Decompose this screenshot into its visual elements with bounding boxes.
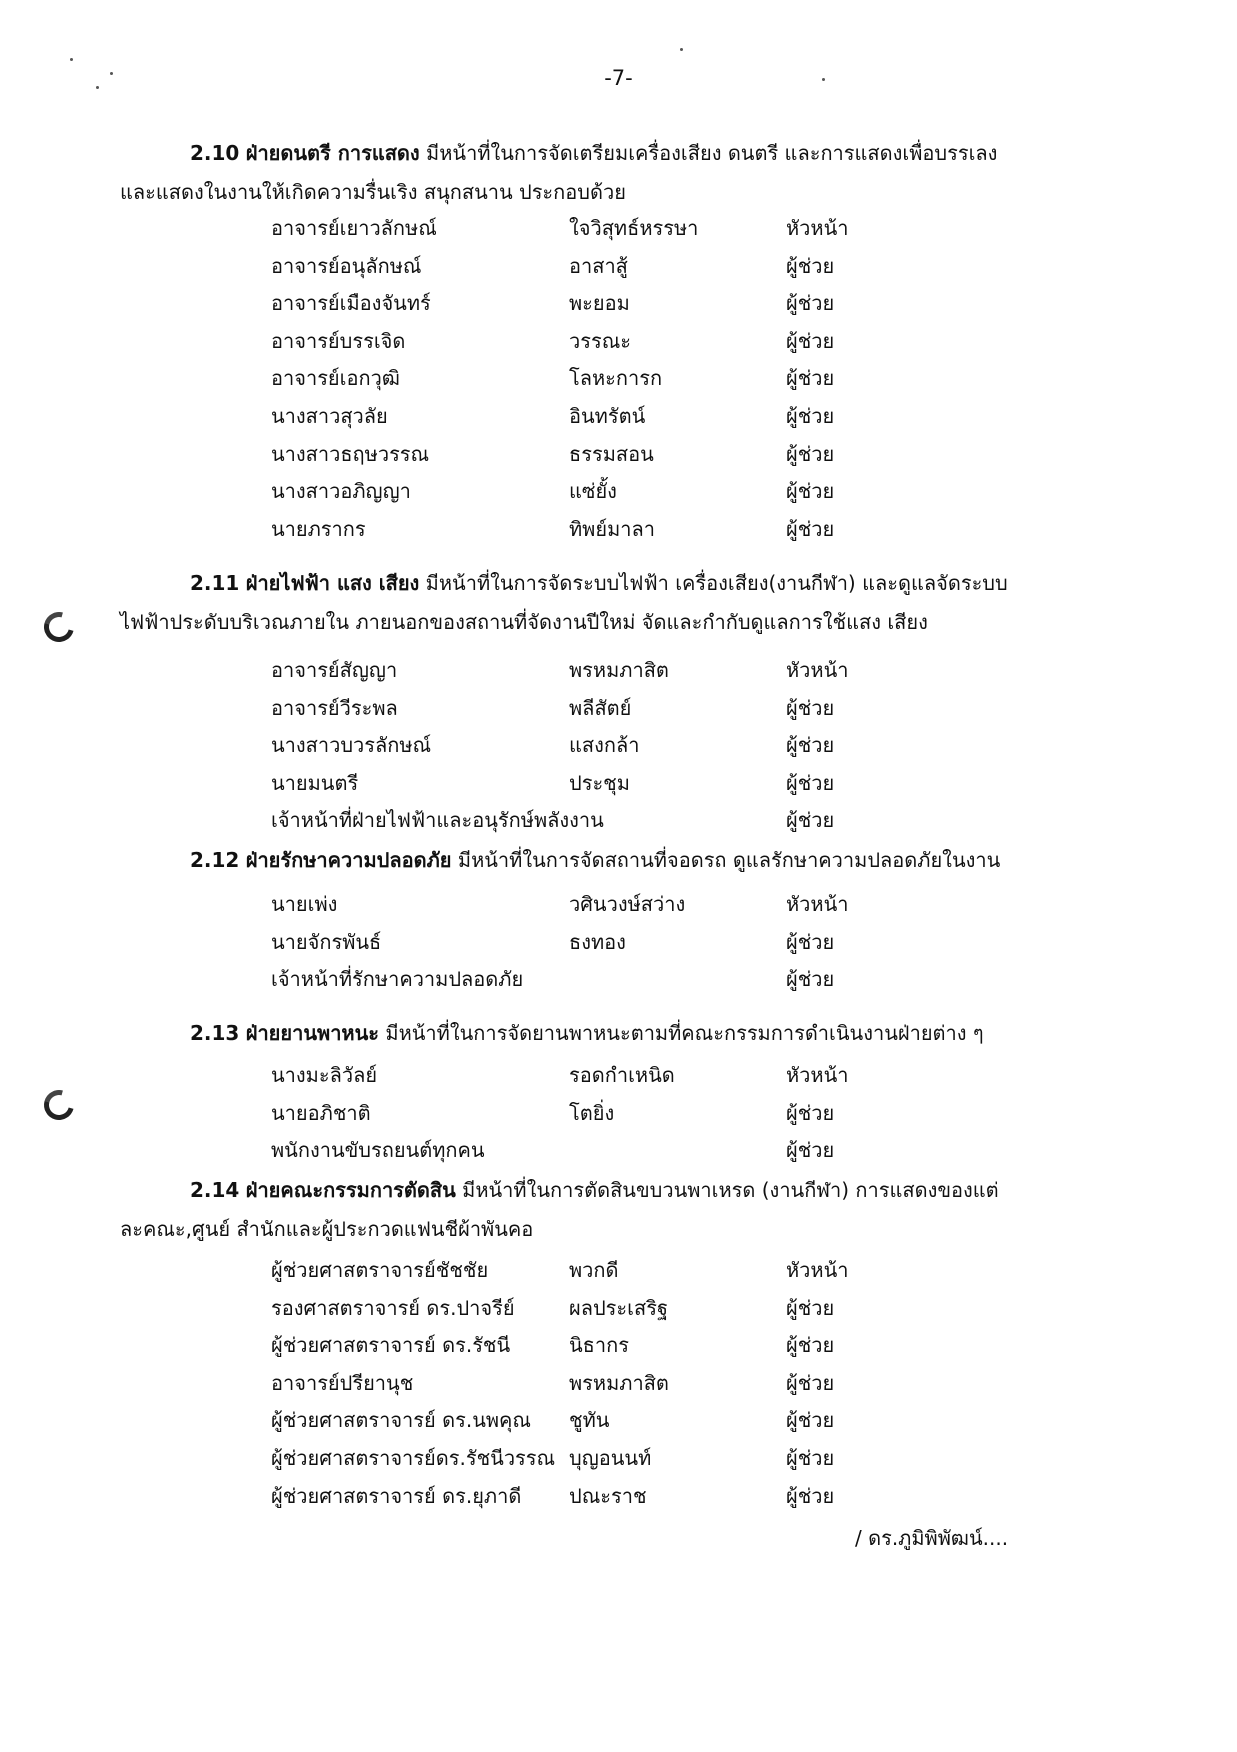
- member-surname: พรหมภาสิต: [569, 1370, 669, 1395]
- member-role: ผู้ช่วย: [786, 1408, 835, 1433]
- section-description: มีหน้าที่ในการจัดระบบไฟฟ้า เครื่องเสียง(งานกีฬา) และดูแลจัดระบบ: [419, 571, 1008, 595]
- section-title: ฝ่ายยานพาหนะ: [245, 1021, 380, 1045]
- section-number: 2.10: [190, 141, 240, 165]
- member-surname: บุญอนนท์: [569, 1446, 652, 1470]
- member-name: อาจารย์บรรเจิด: [271, 328, 406, 353]
- member-name: นายเพ่ง: [271, 892, 338, 916]
- member-name: นางสาวบวรลักษณ์: [271, 733, 432, 758]
- section-heading-line: [120, 564, 1070, 603]
- member-role: ผู้ช่วย: [786, 695, 835, 720]
- member-name: อาจารย์อนุลักษณ์: [271, 253, 422, 278]
- section-number: 2.11: [190, 571, 240, 595]
- member-name: นางมะลิวัลย์: [271, 1063, 378, 1087]
- punch-hole-icon: [39, 607, 80, 648]
- member-role: ผู้ช่วย: [786, 733, 835, 758]
- section-description: มีหน้าที่ในการจัดยานพาหนะตามที่คณะกรรมการดำเนินงานฝ่ายต่าง ๆ: [379, 1021, 984, 1045]
- member-name: เจ้าหน้าที่รักษาความปลอดภัย: [271, 967, 524, 992]
- member-name: นางสาวอภิญญา: [271, 479, 411, 504]
- member-role: ผู้ช่วย: [786, 328, 835, 353]
- section-heading: [120, 1014, 1070, 1053]
- member-name: นางสาวสุวลัย: [271, 404, 388, 428]
- member-role: หัวหน้า: [786, 1258, 849, 1282]
- member-name: อาจารย์ปรียานุช: [271, 1370, 414, 1395]
- section-heading-line: [120, 841, 1070, 880]
- page-number: -7-: [604, 66, 633, 90]
- section-number: 2.13: [190, 1021, 240, 1045]
- section-description: มีหน้าที่ในการจัดสถานที่จอดรถ ดูแลรักษาความปลอดภัยในงาน: [451, 848, 1001, 872]
- member-role: ผู้ช่วย: [786, 808, 835, 833]
- member-surname: ทิพย์มาลา: [569, 516, 655, 541]
- section-title: ฝ่ายรักษาความปลอดภัย: [245, 848, 452, 872]
- member-name: อาจารย์เยาวลักษณ์: [271, 216, 437, 240]
- section-title: ฝ่ายดนตรี การแสดง: [245, 141, 420, 165]
- member-name: นายมนตรี: [271, 770, 359, 795]
- member-role: ผู้ช่วย: [786, 441, 835, 466]
- section-number: 2.12: [190, 848, 240, 872]
- section-heading: [120, 134, 1070, 212]
- member-name: พนักงานขับรถยนต์ทุกคน: [271, 1138, 485, 1163]
- member-role: ผู้ช่วย: [786, 1446, 835, 1470]
- member-role: หัวหน้า: [786, 658, 849, 682]
- member-role: ผู้ช่วย: [786, 404, 835, 428]
- member-name: เจ้าหน้าที่ฝ่ายไฟฟ้าและอนุรักษ์พลังงาน: [271, 808, 604, 833]
- member-name: ผู้ช่วยศาสตราจารย์ ดร.ยุภาดี: [271, 1483, 522, 1508]
- member-role: ผู้ช่วย: [786, 253, 835, 278]
- member-role: ผู้ช่วย: [786, 1295, 835, 1320]
- member-name: นางสาวธฤษวรรณ: [271, 441, 430, 466]
- member-role: ผู้ช่วย: [786, 967, 835, 992]
- member-surname: อาสาสู้: [569, 253, 628, 278]
- section-description: มีหน้าที่ในการจัดเตรียมเครื่องเสียง ดนตรี และการแสดงเพื่อบรรเลง: [419, 141, 998, 165]
- member-role: ผู้ช่วย: [786, 1333, 835, 1358]
- section-description-continued: และแสดงในงานให้เกิดความรื่นเริง สนุกสนาน ประกอบด้วย: [120, 180, 626, 204]
- section-heading: [120, 841, 1070, 880]
- member-surname: ธรรมสอน: [569, 441, 654, 466]
- member-surname: ธงทอง: [569, 929, 626, 954]
- member-name: ผู้ช่วยศาสตราจารย์ ดร.รัชนี: [271, 1333, 511, 1358]
- section-number: 2.14: [190, 1178, 240, 1202]
- member-role: ผู้ช่วย: [786, 929, 835, 954]
- section-description: มีหน้าที่ในการตัดสินขบวนพาเหรด (งานกีฬา) การแสดงของแต่: [455, 1178, 999, 1202]
- section-heading: [120, 564, 1070, 642]
- member-role: ผู้ช่วย: [786, 770, 835, 795]
- member-surname: พวกดี: [569, 1258, 619, 1282]
- member-name: ผู้ช่วยศาสตราจารย์ ดร.นพคุณ: [271, 1408, 531, 1433]
- member-name: นายอภิชาติ: [271, 1100, 371, 1125]
- section-title: ฝ่ายไฟฟ้า แสง เสียง: [245, 571, 420, 595]
- section-title: ฝ่ายคณะกรรมการตัดสิน: [245, 1178, 456, 1202]
- member-surname: พะยอม: [569, 291, 630, 316]
- section-heading-line: [120, 1171, 1070, 1210]
- member-name: นายภรากร: [271, 516, 366, 541]
- section-heading-line: [120, 1014, 1070, 1053]
- member-name: อาจารย์สัญญา: [271, 658, 398, 682]
- member-name: อาจารย์วีระพล: [271, 695, 398, 720]
- member-surname: แซ่ยั้ง: [569, 479, 617, 504]
- scan-speck: [680, 48, 683, 51]
- member-role: หัวหน้า: [786, 216, 849, 240]
- member-surname: นิธากร: [569, 1333, 629, 1358]
- member-surname: ประชุม: [569, 770, 630, 795]
- member-surname: อินทรัตน์: [569, 404, 646, 428]
- section-heading-line: [120, 134, 1070, 173]
- member-role: ผู้ช่วย: [786, 366, 835, 391]
- member-name: ผู้ช่วยศาสตราจารย์ดร.รัชนีวรรณ: [271, 1446, 556, 1470]
- member-surname: ชูทัน: [569, 1408, 610, 1433]
- continuation-note: / ดร.ภูมิพิพัฒน์....: [855, 1526, 1009, 1550]
- member-surname: แสงกล้า: [569, 733, 640, 758]
- section-heading: [120, 1171, 1070, 1249]
- member-role: หัวหน้า: [786, 892, 849, 916]
- member-role: ผู้ช่วย: [786, 1483, 835, 1508]
- punch-hole-icon: [39, 1085, 80, 1126]
- member-surname: พลีสัตย์: [569, 695, 632, 720]
- member-role: ผู้ช่วย: [786, 1100, 835, 1125]
- member-role: ผู้ช่วย: [786, 1370, 835, 1395]
- member-role: ผู้ช่วย: [786, 1138, 835, 1163]
- member-surname: ผลประเสริฐ: [569, 1295, 668, 1320]
- member-surname: รอดกำเหนิด: [569, 1063, 675, 1087]
- member-surname: โลหะการก: [569, 366, 663, 391]
- member-surname: ปณะราช: [569, 1483, 647, 1508]
- member-surname: วรรณะ: [569, 328, 632, 353]
- member-role: หัวหน้า: [786, 1063, 849, 1087]
- member-surname: พรหมภาสิต: [569, 658, 669, 682]
- member-name: อาจารย์เมืองจันทร์: [271, 291, 431, 316]
- member-name: รองศาสตราจารย์ ดร.ปาจรีย์: [271, 1295, 515, 1320]
- member-role: ผู้ช่วย: [786, 479, 835, 504]
- member-name: นายจักรพันธ์: [271, 929, 382, 954]
- scan-speck: [70, 58, 73, 61]
- member-role: ผู้ช่วย: [786, 516, 835, 541]
- section-description-continued: ละคณะ,ศูนย์ สำนักและผู้ประกวดแฟนชีผ้าพันคอ: [120, 1217, 534, 1241]
- member-role: ผู้ช่วย: [786, 291, 835, 316]
- member-name: อาจารย์เอกวุฒิ: [271, 366, 400, 391]
- section-description-continued: ไฟฟ้าประดับบริเวณภายใน ภายนอกของสถานที่จัดงานปีใหม่ จัดและกำกับดูแลการใช้แสง เสียง: [120, 610, 928, 634]
- member-surname: โตยิ่ง: [569, 1100, 615, 1125]
- member-surname: ใจวิสุทธ์หรรษา: [569, 216, 699, 240]
- member-surname: วศินวงษ์สว่าง: [569, 892, 686, 916]
- member-name: ผู้ช่วยศาสตราจารย์ชัชชัย: [271, 1258, 489, 1282]
